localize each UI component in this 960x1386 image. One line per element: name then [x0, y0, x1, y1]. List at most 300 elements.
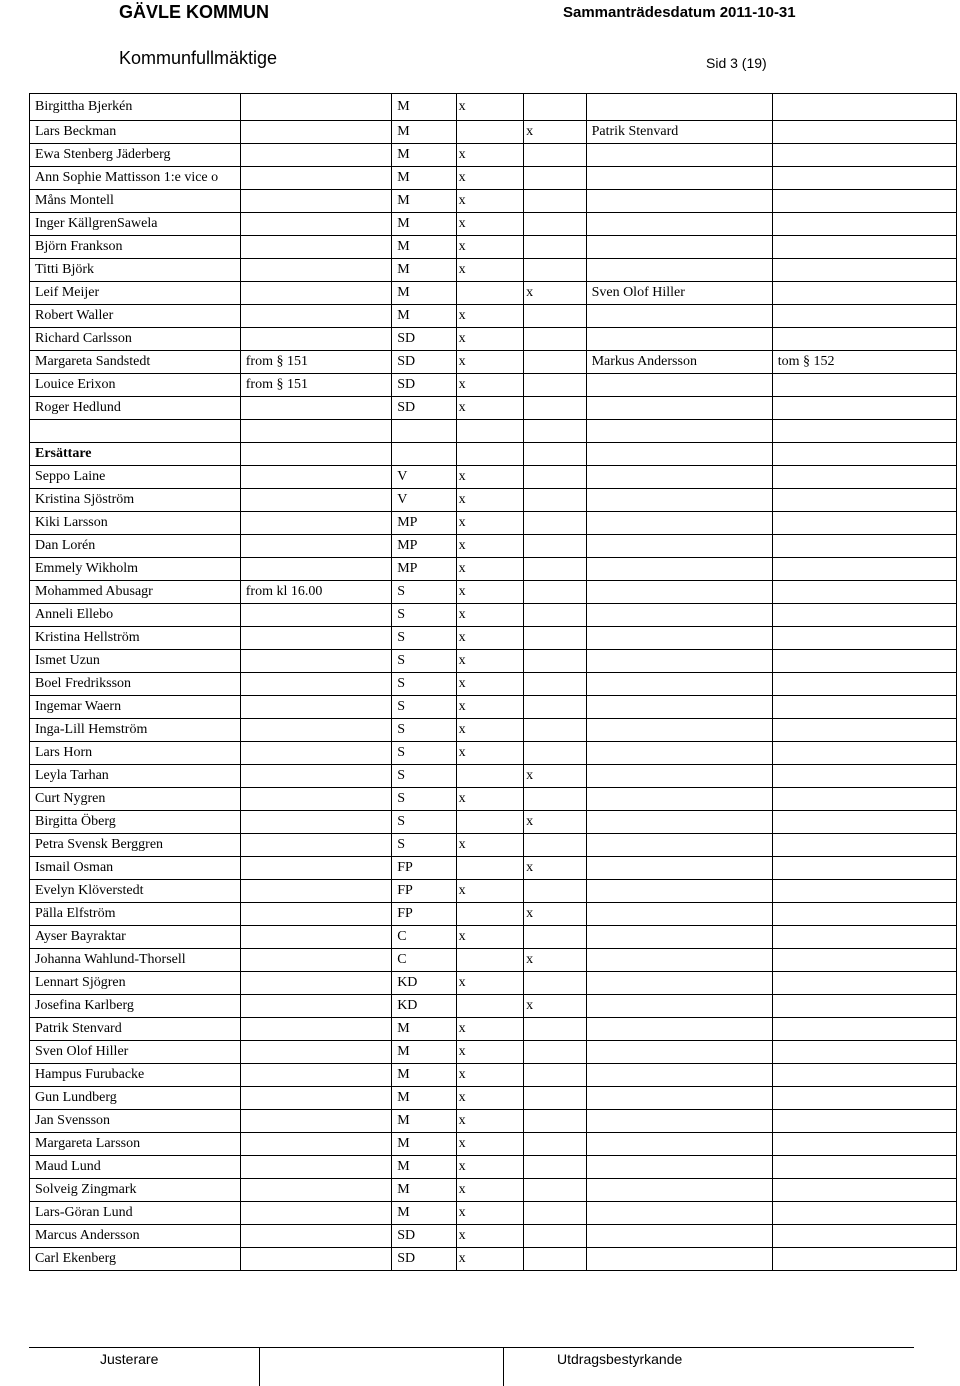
ersattare-party: S [392, 650, 456, 673]
member-row [30, 397, 957, 420]
substitute-name [586, 374, 772, 397]
member-from-note [240, 305, 391, 328]
substitute-name [586, 305, 772, 328]
present-mark: x [456, 604, 524, 627]
ersattare-party: M [392, 1133, 456, 1156]
present-mark: x [456, 305, 524, 328]
absent-mark: x [524, 857, 586, 880]
ersattare-from-note [240, 811, 391, 834]
present-mark: x [456, 581, 524, 604]
ersattare-party: S [392, 696, 456, 719]
absent-mark: x [524, 121, 586, 144]
empty-cell [240, 420, 391, 443]
ersattare-party: KD [392, 972, 456, 995]
present-mark: x [456, 1133, 524, 1156]
present-mark: x [456, 535, 524, 558]
ersattare-from-note [240, 903, 391, 926]
present-mark: x [456, 374, 524, 397]
ersattare-row [30, 696, 957, 719]
absent-mark [524, 213, 586, 236]
substitute-until [772, 167, 956, 190]
ersattare-row [30, 742, 957, 765]
empty-cell [586, 1225, 772, 1248]
present-mark: x [456, 1179, 524, 1202]
ersattare-party: SD [392, 1225, 456, 1248]
absent-mark [524, 1133, 586, 1156]
ersattare-from-note [240, 719, 391, 742]
present-mark [456, 903, 524, 926]
empty-cell [772, 604, 956, 627]
ersattare-name: Hampus Furubacke [30, 1064, 241, 1087]
substitute-name [586, 328, 772, 351]
absent-mark [524, 236, 586, 259]
member-from-note [240, 236, 391, 259]
ersattare-row [30, 1156, 957, 1179]
empty-cell [586, 811, 772, 834]
empty-cell [586, 581, 772, 604]
ersattare-from-note [240, 857, 391, 880]
empty-cell [586, 1202, 772, 1225]
ersattare-name: Kiki Larsson [30, 512, 241, 535]
absent-mark [524, 1110, 586, 1133]
empty-cell [586, 1156, 772, 1179]
member-from-note [240, 144, 391, 167]
present-mark: x [456, 1087, 524, 1110]
empty-cell [586, 512, 772, 535]
ersattare-name: Boel Fredriksson [30, 673, 241, 696]
ersattare-row [30, 857, 957, 880]
absent-mark [524, 627, 586, 650]
empty-cell [772, 811, 956, 834]
present-mark: x [456, 1018, 524, 1041]
member-from-note: from § 151 [240, 351, 391, 374]
ersattare-from-note [240, 466, 391, 489]
empty-cell [772, 903, 956, 926]
ersattare-from-note [240, 1064, 391, 1087]
ersattare-from-note [240, 1179, 391, 1202]
ersattare-row [30, 1225, 957, 1248]
ersattare-from-note [240, 995, 391, 1018]
ersattare-name: Marcus Andersson [30, 1225, 241, 1248]
ersattare-from-note: from kl 16.00 [240, 581, 391, 604]
present-mark: x [456, 236, 524, 259]
ersattare-from-note [240, 604, 391, 627]
empty-cell [392, 443, 456, 466]
member-row [30, 305, 957, 328]
substitute-until [772, 236, 956, 259]
member-from-note [240, 190, 391, 213]
empty-cell [586, 627, 772, 650]
absent-mark [524, 374, 586, 397]
member-row [30, 236, 957, 259]
absent-mark [524, 834, 586, 857]
member-name: Roger Hedlund [30, 397, 241, 420]
present-mark [456, 282, 524, 305]
ersattare-from-note [240, 1202, 391, 1225]
signature-box-2 [259, 1348, 504, 1386]
ersattare-party: M [392, 1064, 456, 1087]
ersattare-party: FP [392, 880, 456, 903]
ersattare-name: Mohammed Abusagr [30, 581, 241, 604]
absent-mark [524, 94, 586, 121]
ersattare-party: M [392, 1156, 456, 1179]
absent-mark [524, 880, 586, 903]
member-party: M [392, 167, 456, 190]
substitute-until [772, 259, 956, 282]
ersattare-party: S [392, 811, 456, 834]
empty-cell [524, 420, 586, 443]
ersattare-party: M [392, 1110, 456, 1133]
empty-cell [586, 765, 772, 788]
empty-cell [586, 673, 772, 696]
section-heading: Ersättare [30, 443, 241, 466]
member-row [30, 213, 957, 236]
empty-cell [772, 995, 956, 1018]
ersattare-row [30, 1064, 957, 1087]
member-from-note: from § 151 [240, 374, 391, 397]
ersattare-name: Johanna Wahlund-Thorsell [30, 949, 241, 972]
present-mark: x [456, 167, 524, 190]
member-row [30, 374, 957, 397]
ersattare-from-note [240, 1110, 391, 1133]
present-mark: x [456, 144, 524, 167]
absent-mark [524, 512, 586, 535]
member-name: Titti Björk [30, 259, 241, 282]
empty-cell [772, 489, 956, 512]
spacer-row [30, 420, 957, 443]
empty-cell [772, 742, 956, 765]
empty-cell [772, 719, 956, 742]
ersattare-heading-row [30, 443, 957, 466]
ersattare-name: Ismail Osman [30, 857, 241, 880]
ersattare-row [30, 834, 957, 857]
ersattare-name: Seppo Laine [30, 466, 241, 489]
member-name: Louice Erixon [30, 374, 241, 397]
empty-cell [586, 1248, 772, 1271]
empty-cell [30, 420, 241, 443]
ersattare-from-note [240, 1041, 391, 1064]
ersattare-from-note [240, 1133, 391, 1156]
member-name: Lars Beckman [30, 121, 241, 144]
empty-cell [586, 949, 772, 972]
member-from-note [240, 94, 391, 121]
substitute-name [586, 94, 772, 121]
present-mark: x [456, 1110, 524, 1133]
empty-cell [772, 1087, 956, 1110]
empty-cell [772, 949, 956, 972]
empty-cell [772, 1064, 956, 1087]
ersattare-party: S [392, 742, 456, 765]
empty-cell [772, 765, 956, 788]
ersattare-from-note [240, 489, 391, 512]
empty-cell [772, 1156, 956, 1179]
member-from-note [240, 167, 391, 190]
ersattare-name: Carl Ekenberg [30, 1248, 241, 1271]
absent-mark: x [524, 903, 586, 926]
absent-mark [524, 650, 586, 673]
attendance-table [29, 93, 957, 1271]
member-row [30, 94, 957, 121]
ersattare-from-note [240, 696, 391, 719]
absent-mark [524, 788, 586, 811]
empty-cell [772, 834, 956, 857]
ersattare-party: C [392, 926, 456, 949]
ersattare-row [30, 1179, 957, 1202]
member-party: M [392, 282, 456, 305]
empty-cell [772, 1179, 956, 1202]
member-name: Robert Waller [30, 305, 241, 328]
member-party: SD [392, 351, 456, 374]
ersattare-row [30, 1018, 957, 1041]
empty-cell [586, 1064, 772, 1087]
empty-cell [772, 1018, 956, 1041]
ersattare-from-note [240, 558, 391, 581]
utdragsbestyrkande-label: Utdragsbestyrkande [557, 1351, 683, 1367]
ersattare-row [30, 926, 957, 949]
empty-cell [772, 673, 956, 696]
ersattare-name: Jan Svensson [30, 1110, 241, 1133]
absent-mark [524, 719, 586, 742]
substitute-name [586, 259, 772, 282]
empty-cell [772, 512, 956, 535]
present-mark: x [456, 190, 524, 213]
empty-cell [586, 1041, 772, 1064]
member-name: Björn Frankson [30, 236, 241, 259]
member-party: M [392, 94, 456, 121]
ersattare-name: Anneli Ellebo [30, 604, 241, 627]
member-from-note [240, 259, 391, 282]
empty-cell [586, 1018, 772, 1041]
absent-mark [524, 1179, 586, 1202]
empty-cell [586, 535, 772, 558]
substitute-until [772, 282, 956, 305]
ersattare-party: MP [392, 512, 456, 535]
ersattare-name: Solveig Zingmark [30, 1179, 241, 1202]
ersattare-from-note [240, 949, 391, 972]
present-mark: x [456, 213, 524, 236]
ersattare-from-note [240, 834, 391, 857]
member-party: M [392, 305, 456, 328]
absent-mark [524, 259, 586, 282]
member-name: Birgittha Bjerkén [30, 94, 241, 121]
empty-cell [772, 1041, 956, 1064]
empty-cell [772, 972, 956, 995]
absent-mark [524, 1087, 586, 1110]
ersattare-row [30, 489, 957, 512]
substitute-name: Patrik Stenvard [586, 121, 772, 144]
ersattare-name: Lennart Sjögren [30, 972, 241, 995]
ersattare-from-note [240, 1018, 391, 1041]
member-from-note [240, 328, 391, 351]
ersattare-name: Birgitta Öberg [30, 811, 241, 834]
ersattare-party: MP [392, 535, 456, 558]
empty-cell [586, 604, 772, 627]
empty-cell [586, 972, 772, 995]
ersattare-name: Gun Lundberg [30, 1087, 241, 1110]
present-mark: x [456, 94, 524, 121]
present-mark: x [456, 719, 524, 742]
substitute-until [772, 190, 956, 213]
empty-cell [772, 1248, 956, 1271]
member-name: Ewa Stenberg Jäderberg [30, 144, 241, 167]
absent-mark [524, 167, 586, 190]
empty-cell [772, 1133, 956, 1156]
member-from-note [240, 121, 391, 144]
empty-cell [392, 420, 456, 443]
ersattare-row [30, 673, 957, 696]
ersattare-row [30, 903, 957, 926]
substitute-name [586, 190, 772, 213]
substitute-name: Sven Olof Hiller [586, 282, 772, 305]
ersattare-name: Petra Svensk Berggren [30, 834, 241, 857]
page-number: Sid 3 (19) [706, 55, 767, 71]
present-mark: x [456, 1248, 524, 1271]
present-mark: x [456, 466, 524, 489]
absent-mark [524, 1202, 586, 1225]
ersattare-name: Dan Lorén [30, 535, 241, 558]
empty-cell [772, 558, 956, 581]
present-mark: x [456, 627, 524, 650]
ersattare-from-note [240, 972, 391, 995]
absent-mark [524, 535, 586, 558]
absent-mark [524, 1041, 586, 1064]
ersattare-party: M [392, 1179, 456, 1202]
ersattare-party: V [392, 466, 456, 489]
absent-mark [524, 190, 586, 213]
present-mark [456, 811, 524, 834]
empty-cell [586, 1133, 772, 1156]
document-title: Kommunfullmäktige [119, 48, 278, 68]
empty-cell [772, 650, 956, 673]
ersattare-from-note [240, 1087, 391, 1110]
ersattare-row [30, 512, 957, 535]
substitute-name: Markus Andersson [586, 351, 772, 374]
empty-cell [772, 1110, 956, 1133]
empty-cell [586, 466, 772, 489]
empty-cell [586, 857, 772, 880]
empty-cell [772, 788, 956, 811]
absent-mark [524, 604, 586, 627]
empty-cell [772, 857, 956, 880]
ersattare-name: Emmely Wikholm [30, 558, 241, 581]
ersattare-row [30, 765, 957, 788]
ersattare-party: FP [392, 903, 456, 926]
member-party: M [392, 213, 456, 236]
ersattare-name: Sven Olof Hiller [30, 1041, 241, 1064]
member-name: Inger KällgrenSawela [30, 213, 241, 236]
present-mark: x [456, 512, 524, 535]
present-mark: x [456, 351, 524, 374]
ersattare-name: Maud Lund [30, 1156, 241, 1179]
member-name: Måns Montell [30, 190, 241, 213]
empty-cell [772, 581, 956, 604]
present-mark [456, 121, 524, 144]
ersattare-row [30, 719, 957, 742]
ersattare-row [30, 1248, 957, 1271]
empty-cell [772, 443, 956, 466]
substitute-name [586, 144, 772, 167]
ersattare-row [30, 1110, 957, 1133]
absent-mark [524, 581, 586, 604]
present-mark: x [456, 397, 524, 420]
justerare-label: Justerare [100, 1351, 159, 1367]
empty-cell [586, 903, 772, 926]
ersattare-row [30, 627, 957, 650]
ersattare-party: S [392, 581, 456, 604]
ersattare-from-note [240, 880, 391, 903]
present-mark: x [456, 742, 524, 765]
member-from-note [240, 397, 391, 420]
present-mark: x [456, 1064, 524, 1087]
member-party: SD [392, 374, 456, 397]
substitute-name [586, 167, 772, 190]
ersattare-from-note [240, 627, 391, 650]
ersattare-party: S [392, 627, 456, 650]
ersattare-name: Josefina Karlberg [30, 995, 241, 1018]
present-mark: x [456, 259, 524, 282]
ersattare-party: SD [392, 1248, 456, 1271]
present-mark: x [456, 696, 524, 719]
substitute-name [586, 397, 772, 420]
ersattare-from-note [240, 742, 391, 765]
ersattare-name: Kristina Hellström [30, 627, 241, 650]
member-name: Ann Sophie Mattisson 1:e vice o [30, 167, 241, 190]
ersattare-party: S [392, 604, 456, 627]
ersattare-party: MP [392, 558, 456, 581]
ersattare-from-note [240, 1156, 391, 1179]
absent-mark [524, 305, 586, 328]
present-mark [456, 765, 524, 788]
member-from-note [240, 282, 391, 305]
present-mark: x [456, 880, 524, 903]
substitute-until [772, 121, 956, 144]
member-party: M [392, 144, 456, 167]
empty-cell [586, 558, 772, 581]
member-party: M [392, 236, 456, 259]
present-mark [456, 949, 524, 972]
member-party: SD [392, 328, 456, 351]
member-name: Leif Meijer [30, 282, 241, 305]
ersattare-name: Inga-Lill Hemström [30, 719, 241, 742]
ersattare-party: M [392, 1018, 456, 1041]
empty-cell [586, 926, 772, 949]
ersattare-from-note [240, 765, 391, 788]
absent-mark: x [524, 995, 586, 1018]
ersattare-party: S [392, 765, 456, 788]
empty-cell [586, 650, 772, 673]
present-mark: x [456, 1041, 524, 1064]
ersattare-row [30, 1133, 957, 1156]
ersattare-party: S [392, 788, 456, 811]
empty-cell [586, 420, 772, 443]
member-row [30, 282, 957, 305]
empty-cell [586, 742, 772, 765]
member-row [30, 144, 957, 167]
absent-mark [524, 673, 586, 696]
ersattare-party: M [392, 1041, 456, 1064]
empty-cell [524, 443, 586, 466]
ersattare-row [30, 558, 957, 581]
ersattare-row [30, 1202, 957, 1225]
present-mark [456, 857, 524, 880]
absent-mark [524, 1064, 586, 1087]
present-mark: x [456, 788, 524, 811]
empty-cell [586, 719, 772, 742]
empty-cell [772, 1225, 956, 1248]
absent-mark [524, 926, 586, 949]
empty-cell [586, 443, 772, 466]
ersattare-row [30, 995, 957, 1018]
